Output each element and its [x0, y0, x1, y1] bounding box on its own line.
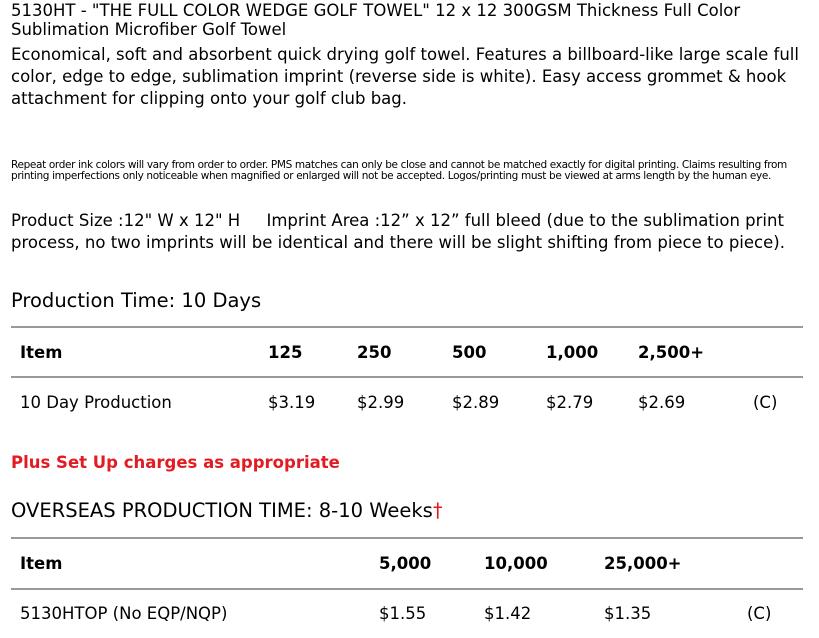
production-row-price: $3.19 [268, 393, 316, 412]
table-rule [11, 588, 803, 590]
production-time-title: Production Time: 10 Days [11, 289, 262, 312]
product-specs [11, 210, 811, 254]
production-header-qty: 1,000 [546, 343, 599, 362]
overseas-row-price: $1.42 [484, 604, 532, 623]
print-disclaimer: Repeat order ink colors will vary from order to order. PMS matches can only be close and cannot be matched exactly for digital printing. Claims resulting from printing imperfections only noticeable when magnified or enlarged will not be accepted. Logos/printing must be viewed at arms length by the human eye. [11, 159, 787, 182]
imprint-area: Imprint Area :12” x 12” full bleed (due to the sublimation print process, no two imprints will be identical and there will be slight shifting from piece to piece). [11, 211, 785, 252]
table-rule [11, 376, 803, 378]
overseas-header-qty: 25,000+ [604, 554, 682, 573]
production-header-item: Item [20, 343, 63, 362]
overseas-title-text: OVERSEAS PRODUCTION TIME: 8-10 Weeks [11, 499, 433, 522]
dagger-mark: † [432, 499, 443, 522]
production-row-price: $2.69 [638, 393, 686, 412]
production-header-qty: 125 [268, 343, 303, 362]
production-header-qty: 500 [452, 343, 487, 362]
overseas-row-item: 5130HTOP (No EQP/NQP) [20, 604, 228, 623]
overseas-row-code: (C) [747, 604, 772, 623]
production-row-price: $2.79 [546, 393, 594, 412]
production-row-item: 10 Day Production [20, 393, 172, 412]
production-header-qty: 250 [357, 343, 392, 362]
production-row-code: (C) [753, 393, 778, 412]
overseas-header-item: Item [20, 554, 63, 573]
overseas-row-price: $1.55 [379, 604, 427, 623]
production-header-qty: 2,500+ [638, 343, 705, 362]
production-row-price: $2.89 [452, 393, 500, 412]
table-rule [11, 537, 803, 539]
setup-note: Plus Set Up charges as appropriate [11, 453, 340, 472]
overseas-header-qty: 5,000 [379, 554, 432, 573]
product-title: 5130HT - "THE FULL COLOR WEDGE GOLF TOWEL" 12 x 12 300GSM Thickness Full Color Sublimation Microfiber Golf Towel [11, 1, 741, 39]
product-description: Economical, soft and absorbent quick drying golf towel. Features a billboard-like large scale full color, edge to edge, sublimation imprint (reverse side is white). Easy access grommet & hook attachment for clipping onto your golf club bag. [11, 45, 799, 108]
production-row-price: $2.99 [357, 393, 405, 412]
overseas-header-qty: 10,000 [484, 554, 548, 573]
overseas-row-price: $1.35 [604, 604, 652, 623]
overseas-title [11, 499, 443, 523]
product-size: Product Size :12" W x 12" H [11, 211, 241, 230]
table-rule [11, 326, 803, 328]
